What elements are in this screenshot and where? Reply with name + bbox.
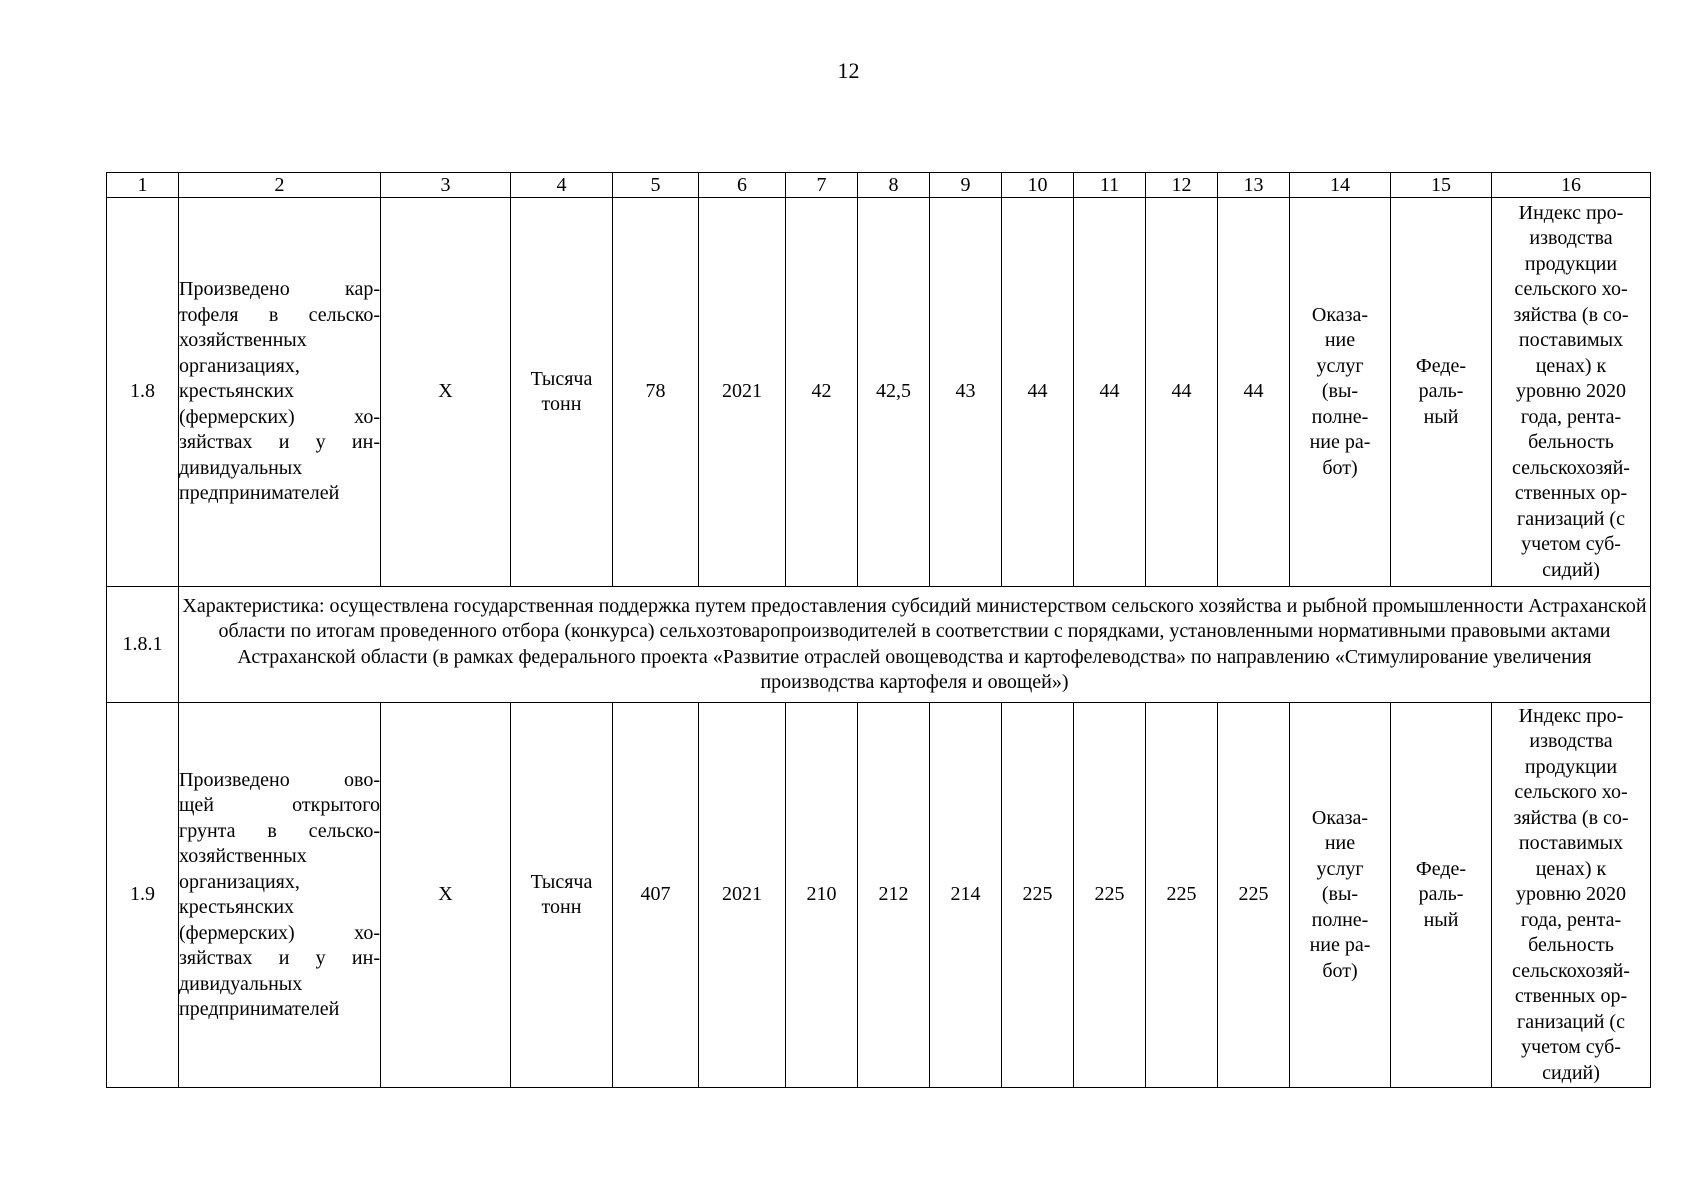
indicator-line: тофеля в сельско- (179, 303, 380, 326)
indicator-line: хозяйственных (179, 329, 307, 352)
value-cell: 225 (1218, 703, 1290, 1088)
indicators-table (106, 172, 1651, 1088)
value-cell: 225 (1074, 703, 1146, 1088)
indicator-lines (179, 277, 380, 507)
column-number-cell: 16 (1492, 173, 1651, 198)
unit-text: Тысяча тонн (530, 870, 593, 918)
value-cell: 44 (1218, 198, 1290, 587)
characteristic-row-1-8-1 (107, 587, 1651, 703)
indicator-line: предпринимателей (179, 482, 340, 505)
goal-indicator-text: Индекс про- изводства продукции сельского хо- зяйства (в со- поставимых ценах) к уровню 2020 года, рента- бельность сельскохозяй- ственных ор- ганизаций (с учетом суб- сидий) (1512, 201, 1630, 581)
indicator-lines (179, 768, 380, 1023)
characteristic-text: Характеристика: осуществлена государственная поддержка путем предоставления субсидий министерством сельского хозяйства и рыбной промышленности Астраханской области по итогам проведенного отбора (конкурса) сельхозтоваропроизводителей в соответствии с порядками, установленными нормативными правовыми актами Астраханской области (в рамках федерального проекта «Развитие отраслей овощеводства и картофелеводства» по направлению «Стимулирование увеличения производства картофеля и овощей») (179, 587, 1651, 703)
column-number-cell: 6 (699, 173, 786, 198)
value-cell: 214 (930, 703, 1002, 1088)
row-number-cell: 1.8.1 (107, 587, 179, 703)
base-value-cell: 78 (613, 198, 699, 587)
column-number-cell: 5 (613, 173, 699, 198)
column-number-cell: 14 (1290, 173, 1391, 198)
indicator-line: Произведено ово- (179, 768, 380, 791)
indicator-line: хозяйственных (179, 845, 307, 867)
indicator-line: Произведено кар- (179, 278, 380, 301)
row-number-cell: 1.9 (107, 703, 179, 1088)
unit-cell (511, 703, 613, 1088)
indicator-name-cell (179, 703, 381, 1088)
indicator-line: зяйствах и у ин- (179, 431, 380, 454)
indicator-name-cell (179, 198, 381, 587)
value-cell: 44 (1002, 198, 1074, 587)
row-number-cell: 1.8 (107, 198, 179, 587)
level-text: Феде- раль- ный (1415, 857, 1467, 931)
column-number-cell: 13 (1218, 173, 1290, 198)
indicator-line: (фермерских) хо- (179, 405, 380, 428)
column-number-cell: 1 (107, 173, 179, 198)
indicator-line: (фермерских) хо- (179, 921, 380, 944)
column-number-cell: 11 (1074, 173, 1146, 198)
base-year-cell: 2021 (699, 198, 786, 587)
column-number-cell: 4 (511, 173, 613, 198)
column-numbers-row (107, 173, 1651, 198)
column-number-cell: 2 (179, 173, 381, 198)
value-cell: 210 (786, 703, 858, 1088)
result-type-text: Оказа- ние услуг (вы- полне- ние ра- бот) (1309, 303, 1371, 479)
value-cell: 43 (930, 198, 1002, 587)
column-number-cell: 15 (1391, 173, 1492, 198)
table-row-1-9 (107, 703, 1651, 1088)
col3-cell: Х (381, 703, 511, 1088)
value-cell: 225 (1146, 703, 1218, 1088)
value-cell: 42,5 (858, 198, 930, 587)
value-cell: 225 (1002, 703, 1074, 1088)
result-type-cell (1290, 703, 1391, 1088)
indicator-line: зяйствах и у ин- (179, 947, 380, 969)
result-type-text: Оказа- ние услуг (вы- полне- ние ра- бот) (1309, 806, 1371, 982)
indicator-line: дивидуальных (179, 972, 303, 995)
indicator-line: щей открытого (179, 794, 380, 816)
base-year-cell: 2021 (699, 703, 786, 1088)
indicator-line: предпринимателей (179, 998, 340, 1020)
indicator-line: крестьянских (179, 380, 295, 403)
column-number-cell: 9 (930, 173, 1002, 198)
level-text: Феде- раль- ный (1415, 354, 1467, 428)
value-cell: 42 (786, 198, 858, 587)
indicator-line: дивидуальных (179, 456, 303, 479)
table-row-1-8 (107, 198, 1651, 587)
goal-indicator-cell (1492, 703, 1651, 1088)
level-cell (1391, 703, 1492, 1088)
column-number-cell: 7 (786, 173, 858, 198)
unit-text: Тысяча тонн (530, 367, 593, 415)
indicator-line: крестьянских (179, 896, 295, 918)
goal-indicator-text: Индекс про- изводства продукции сельского хо- зяйства (в со- поставимых ценах) к уровню 2020 года, рента- бельность сельскохозяй- ственных ор- ганизаций (с учетом суб- сидий) (1512, 704, 1630, 1084)
unit-cell (511, 198, 613, 587)
goal-indicator-cell (1492, 198, 1651, 587)
col3-cell: Х (381, 198, 511, 587)
level-cell (1391, 198, 1492, 587)
value-cell: 44 (1146, 198, 1218, 587)
indicator-line: организациях, (179, 354, 300, 377)
column-number-cell: 10 (1002, 173, 1074, 198)
result-type-cell (1290, 198, 1391, 587)
base-value-cell: 407 (613, 703, 699, 1088)
column-number-cell: 8 (858, 173, 930, 198)
column-number-cell: 3 (381, 173, 511, 198)
indicator-line: организациях, (179, 870, 300, 893)
column-number-cell: 12 (1146, 173, 1218, 198)
value-cell: 212 (858, 703, 930, 1088)
page-number: 12 (837, 58, 860, 83)
indicator-line: грунта в сельско- (179, 819, 380, 842)
value-cell: 44 (1074, 198, 1146, 587)
